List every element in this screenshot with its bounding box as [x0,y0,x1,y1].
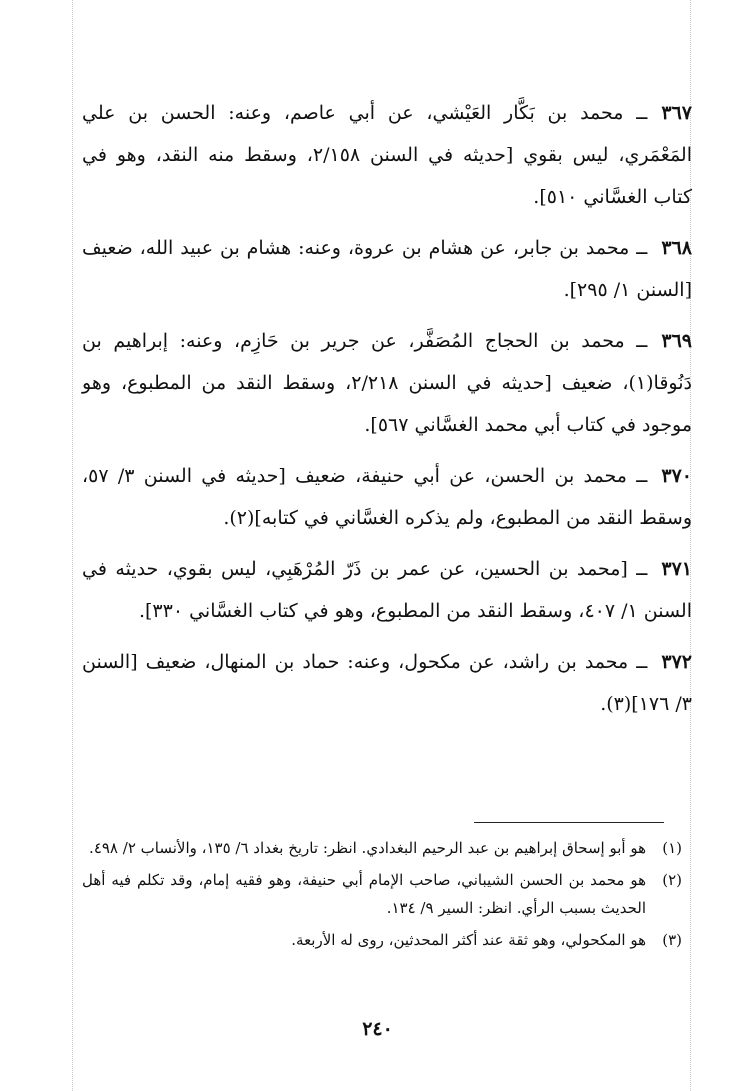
footnote-3 [82,926,682,954]
footnote-number: (٣) [662,931,682,949]
margin-dotted-line-left [72,0,73,1091]
entry-370 [82,455,692,539]
footnote-text: هو محمد بن الحسن الشيباني، صاحب الإمام أبي حنيفة، وهو فقيه إمام، وقد تكلم فيه أهل الحديث بسبب الرأي. انظر: السير ٩/ ١٣٤. [82,871,646,917]
entry-368 [82,227,692,311]
entry-number: ٣٧١ [661,558,692,580]
entry-text: ــ محمد بن جابر، عن هشام بن عروة، وعنه: هشام بن عبيد الله، ضعيف [السنن ١/ ٢٩٥]. [82,237,692,301]
entry-number: ٣٧٢ [661,651,692,673]
entry-number: ٣٧٠ [661,465,692,487]
main-text [82,92,692,734]
footnote-text: هو المكحولي، وهو ثقة عند أكثر المحدثين، روى له الأربعة. [291,931,646,949]
entry-text: ــ [محمد بن الحسين، عن عمر بن ذَرّ المُرْهَبِي، ليس بقوي، حديثه في السنن ١/ ٤٠٧، وسقط النقد من المطبوع، وهو في كتاب الغسَّاني ٣٣٠]. [82,558,692,622]
footnote-number: (٢) [662,871,682,889]
entry-number: ٣٦٧ [661,102,692,124]
entry-367 [82,92,692,218]
entry-371 [82,548,692,632]
page-number: ٢٤٠ [362,1018,393,1040]
footnote-number: (١) [662,839,682,857]
entry-text: ــ محمد بن الحسن، عن أبي حنيفة، ضعيف [حديثه في السنن ٣/ ٥٧، وسقط النقد من المطبوع، ولم يذكره الغسَّاني في كتابه](٢). [82,465,692,529]
entry-text: ــ محمد بن بَكَّار العَيْشي، عن أبي عاصم، وعنه: الحسن بن علي المَعْمَري، ليس بقوي [حديثه في السنن ٢/١٥٨، وسقط منه النقد، وهو في كتاب الغسَّاني ٥١٠]. [82,102,693,208]
footnote-1 [82,834,682,862]
entry-372 [82,641,692,725]
footnotes [82,834,682,958]
entry-369 [82,320,692,446]
entry-number: ٣٦٨ [661,237,692,259]
entry-number: ٣٦٩ [661,330,692,352]
entry-text: ــ محمد بن راشد، عن مكحول، وعنه: حماد بن المنهال، ضعيف [السنن ٣/ ١٧٦](٣). [82,651,692,715]
footnote-2 [82,866,682,922]
footnote-text: هو أبو إسحاق إبراهيم بن عبد الرحيم البغدادي. انظر: تاريخ بغداد ٦/ ١٣٥، والأنساب ٢/ ٤٩٨. [89,839,646,857]
footnote-separator [474,822,664,823]
entry-text: ــ محمد بن الحجاج المُصَفَّر، عن جرير بن حَازِم، وعنه: إبراهيم بن دَنُوقا(١)، ضعيف [حديثه في السنن ٢/٢١٨، وسقط النقد من المطبوع، وهو موجود في كتاب أبي محمد الغسَّاني ٥٦٧]. [82,330,692,436]
